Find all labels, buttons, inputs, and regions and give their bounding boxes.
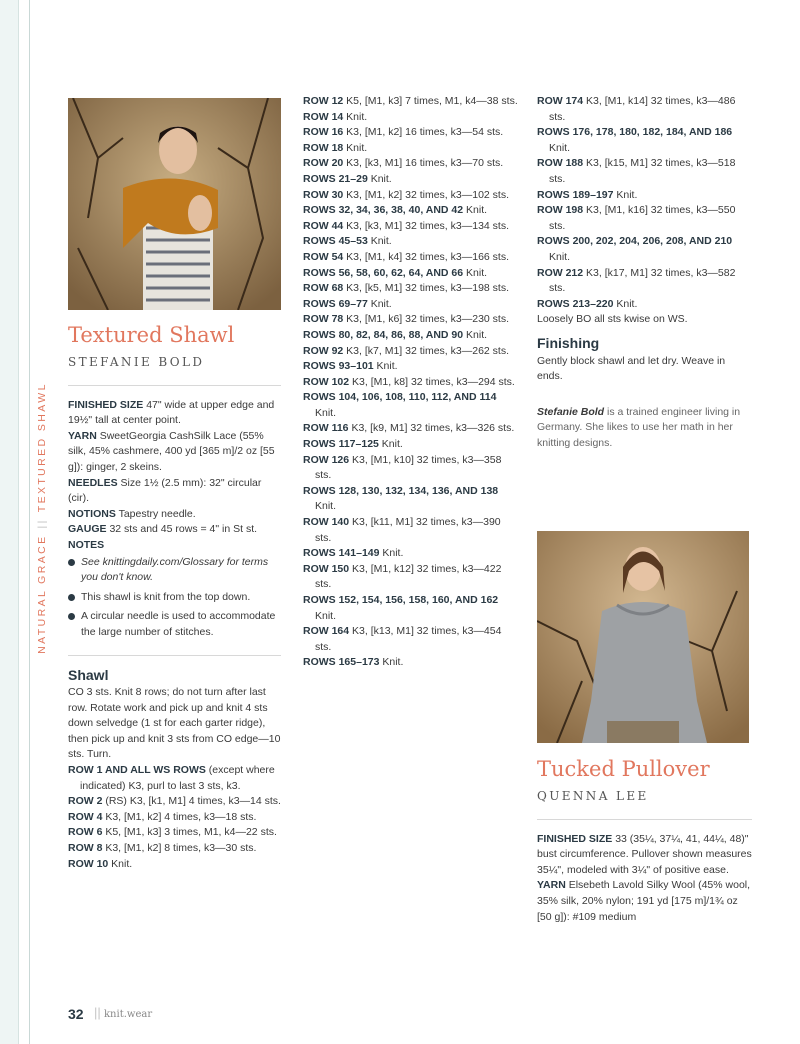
pullover-photo: [537, 531, 749, 743]
instruction-row: ROW 44 K3, [k3, M1] 32 times, k3—134 sts.: [303, 219, 509, 232]
instruction-row: ROW 188 K3, [k15, M1] 32 times, k3—518 sts.: [537, 157, 736, 185]
instruction-row: ROWS 80, 82, 84, 86, 88, AND 90 Knit.: [303, 328, 488, 341]
instruction-row: ROW 102 K3, [M1, k8] 32 times, k3—294 sts.: [303, 375, 515, 388]
instruction-row: ROW 92 K3, [k7, M1] 32 times, k3—262 sts.: [303, 344, 509, 357]
section-name: NATURAL GRACE: [36, 534, 48, 654]
instruction-row: ROW 18 Knit.: [303, 141, 368, 154]
note-item: This shawl is knit from the top down.: [68, 590, 281, 606]
shawl-author: STEFANIE BOLD: [68, 355, 205, 369]
instruction-row: ROW 10 Knit.: [68, 857, 133, 870]
column-3: [537, 94, 752, 451]
pullover-author: QUENNA LEE: [537, 789, 649, 803]
instruction-row: ROWS 152, 154, 156, 158, 160, AND 162 Knit.: [303, 594, 499, 622]
instruction-list: [68, 763, 281, 872]
instruction-list: [537, 94, 752, 312]
instruction-row: ROWS 93–101 Knit.: [303, 360, 398, 373]
bullet-icon: [68, 613, 75, 620]
instruction-row: ROW 198 K3, [M1, k16] 32 times, k3—550 sts.: [537, 204, 736, 232]
instruction-row: ROWS 45–53 Knit.: [303, 235, 392, 248]
instruction-row: ROW 78 K3, [M1, k6] 32 times, k3—230 sts.: [303, 313, 509, 326]
gauge: GAUGE 32 sts and 45 rows = 4" in St st.: [68, 523, 258, 536]
instruction-row: ROW 150 K3, [M1, k12] 32 times, k3—422 sts.: [303, 562, 502, 591]
instruction-row: ROWS 56, 58, 60, 62, 64, AND 66 Knit.: [303, 266, 488, 279]
instruction-row: ROW 8 K3, [M1, k2] 8 times, k3—30 sts.: [68, 842, 257, 855]
divider: [537, 819, 752, 820]
instruction-row: ROW 68 K3, [k5, M1] 32 times, k3—198 sts.: [303, 282, 509, 295]
instruction-row: ROWS 69–77 Knit.: [303, 297, 392, 310]
page-edge: [0, 0, 19, 1044]
instruction-row: ROWS 104, 106, 108, 110, 112, AND 114 Knit.: [303, 391, 497, 419]
bullet-icon: [68, 559, 75, 566]
shawl-heading: Shawl: [68, 666, 109, 683]
shawl-title: Textured Shawl: [68, 323, 235, 347]
instruction-row: ROW 6 K5, [M1, k3] 3 times, M1, k4—22 sts.: [68, 826, 277, 839]
instruction-row: ROW 14 Knit.: [303, 110, 368, 123]
instruction-row: ROWS 165–173 Knit.: [303, 656, 404, 669]
notions: NOTIONS Tapestry needle.: [68, 507, 196, 520]
instruction-row: ROW 164 K3, [k13, M1] 32 times, k3—454 sts.: [303, 625, 502, 653]
instruction-row: ROWS 176, 178, 180, 182, 184, AND 186 Knit.: [537, 126, 733, 154]
finished-size: FINISHED SIZE 47" wide at upper edge and 19½" tall at center point.: [68, 398, 275, 427]
pullover-finished-size: FINISHED SIZE 33 (35¼, 37¼, 41, 44¼, 48)" bust circumference. Pullover shown measures 35¼", modeled with 3¼" of positive ease.: [537, 832, 752, 876]
instruction-row: ROW 174 K3, [M1, k14] 32 times, k3—486 sts.: [537, 95, 736, 123]
instruction-row: ROW 116 K3, [k9, M1] 32 times, k3—326 sts.: [303, 422, 515, 435]
column-3-lower: [537, 756, 752, 925]
column-2: [303, 94, 518, 671]
instruction-row: ROW 1 AND ALL WS ROWS (except where indicated) K3, purl to last 3 sts, k3.: [68, 764, 275, 792]
bullet-icon: [68, 594, 75, 601]
notes-label: NOTES: [68, 538, 105, 551]
shawl-photo: [68, 98, 281, 310]
instruction-row: ROWS 141–149 Knit.: [303, 547, 404, 560]
column-1: [68, 322, 281, 872]
instruction-row: ROW 126 K3, [M1, k10] 32 times, k3—358 sts.: [303, 453, 502, 482]
instruction-row: ROWS 21–29 Knit.: [303, 172, 392, 185]
instruction-row: ROWS 213–220 Knit.: [537, 297, 638, 310]
magazine-name: knit.wear: [104, 1009, 153, 1020]
shawl-intro: CO 3 sts. Knit 8 rows; do not turn after last row. Rotate work and pick up and knit 4 sts down selvedge (1 st for each garter ridge), then pick up and knit 3 sts from CO edge—10 sts. Turn.: [68, 686, 281, 761]
instruction-row: ROW 16 K3, [M1, k2] 16 times, k3—54 sts.: [303, 126, 504, 139]
instruction-list: [303, 94, 518, 671]
instruction-row: ROW 20 K3, [k3, M1] 16 times, k3—70 sts.: [303, 157, 504, 170]
instruction-row: ROW 2 (RS) K3, [k1, M1] 4 times, k3—14 sts.: [68, 795, 281, 808]
instruction-row: ROWS 189–197 Knit.: [537, 188, 638, 201]
instruction-row: ROW 30 K3, [M1, k2] 32 times, k3—102 sts.: [303, 188, 509, 201]
finishing-heading: Finishing: [537, 334, 600, 351]
yarn: YARN SweetGeorgia CashSilk Lace (55% silk, 45% cashmere, 400 yd [365 m]/2 oz [55 g]): ginger, 2 skeins.: [68, 429, 275, 473]
needles: NEEDLES Size 1½ (2.5 mm): 32" circular (cir).: [68, 476, 262, 505]
instruction-row: ROW 12 K5, [M1, k3] 7 times, M1, k4—38 sts.: [303, 95, 518, 107]
designer-bio: Stefanie Bold is a trained engineer living in Germany. She likes to use her math in her knitting designs.: [537, 405, 741, 449]
instruction-row: ROWS 200, 202, 204, 206, 208, AND 210 Knit.: [537, 235, 733, 263]
instruction-row: ROW 54 K3, [M1, k4] 32 times, k3—166 sts.: [303, 250, 509, 263]
pullover-yarn: YARN Elsebeth Lavold Silky Wool (45% wool, 35% silk, 20% nylon; 191 yd [175 m]/1¾ oz [50 g]): #109 medium: [537, 879, 751, 923]
divider: [68, 655, 281, 656]
page-number: 32: [68, 1006, 84, 1022]
finishing-text: Gently block shawl and let dry. Weave in ends.: [537, 354, 726, 383]
page-edge-line: [29, 0, 30, 1044]
note-item: A circular needle is used to accommodate the large number of stitches.: [68, 609, 281, 640]
instruction-row: ROW 212 K3, [k17, M1] 32 times, k3—582 sts.: [537, 266, 736, 295]
footer-separator: ||: [94, 1005, 101, 1020]
instruction-row: ROW 140 K3, [k11, M1] 32 times, k3—390 sts.: [303, 516, 501, 544]
instruction-row: ROWS 128, 130, 132, 134, 136, AND 138 Knit.: [303, 484, 499, 513]
divider: [68, 385, 281, 386]
bind-off: Loosely BO all sts kwise on WS.: [537, 313, 688, 326]
pullover-title: Tucked Pullover: [537, 757, 710, 781]
instruction-row: ROWS 117–125 Knit.: [303, 438, 403, 451]
pattern-name: TEXTURED SHAWL: [36, 382, 48, 513]
instruction-row: ROWS 32, 34, 36, 38, 40, AND 42 Knit.: [303, 204, 488, 217]
note-item: See knittingdaily.com/Glossary for terms you don't know.: [68, 555, 281, 586]
instruction-row: ROW 4 K3, [M1, k2] 4 times, k3—18 sts.: [68, 810, 257, 823]
